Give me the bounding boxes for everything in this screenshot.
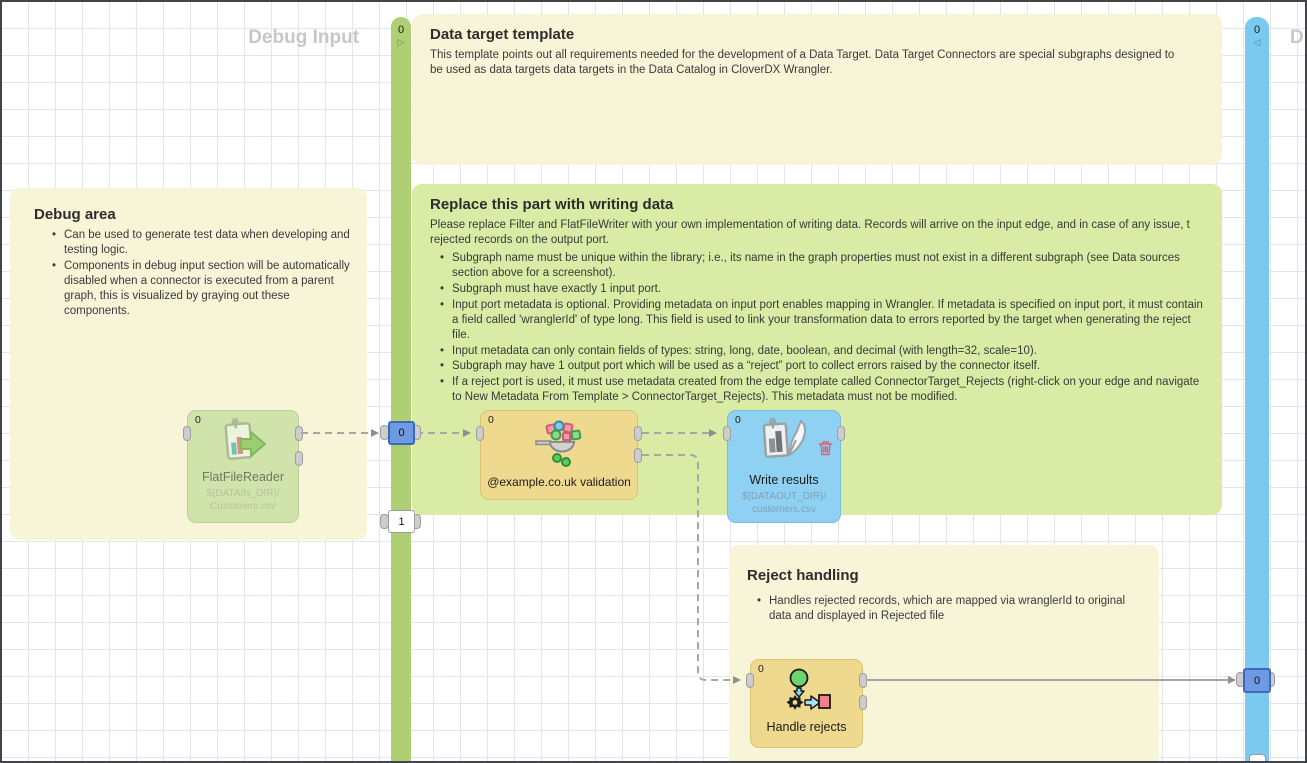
- note-bullet: • Subgraph may have 1 output port which will be used as a “reject” port to collect errors raised by the connector itself.: [452, 359, 1208, 374]
- debug-marker-icon: ▷: [397, 37, 405, 47]
- component-validation[interactable]: [480, 410, 638, 500]
- output-bar-port-partial[interactable]: [1249, 754, 1266, 763]
- record-count: 0: [735, 414, 741, 426]
- note-bullet: • Input port metadata is optional. Providing metadata on input port enables mapping in Wrangler. If metadata is specified on input port, it must contain a field called 'wranglerId' of type long. This field is used to link your transformation data to errors reported by the target when generating the reject file.: [452, 298, 1208, 343]
- component-name: @example.co.uk validation: [487, 475, 631, 489]
- note-bullet: • Subgraph name must be unique within the library; i.e., its name in the graph properties must not exist in a different subgraph (see Data sources section above for a screenshot).: [452, 251, 1208, 281]
- output-bar-record-count: 0: [1253, 24, 1261, 36]
- record-count: 0: [488, 414, 494, 426]
- file-path-line: Customers.csv: [209, 500, 277, 512]
- note-data-target-template[interactable]: [412, 14, 1222, 165]
- debug-output-zone-label: D: [1290, 27, 1304, 48]
- filter-sieve-icon: [534, 418, 584, 473]
- port-number: 0: [398, 427, 405, 439]
- file-path-line: ${DATAOUT_DIR}/: [741, 491, 827, 502]
- output-bar-port-0[interactable]: [1243, 668, 1271, 693]
- note-title: Data target template: [430, 26, 575, 43]
- input-bar-port-1[interactable]: [388, 510, 415, 533]
- output-port-tab[interactable]: [295, 426, 303, 441]
- component-name: Handle rejects: [766, 720, 847, 734]
- input-port-tab[interactable]: [723, 426, 731, 441]
- port-number: 0: [1253, 674, 1261, 687]
- input-port-tab[interactable]: [476, 426, 484, 441]
- output-port-tab[interactable]: [859, 673, 867, 688]
- note-body-line: rejected records on the output port.: [430, 233, 609, 246]
- debug-input-zone-label: Debug Input: [248, 27, 359, 48]
- note-bullet: • Can be used to generate test data when developing and testing logic.: [64, 228, 353, 258]
- input-port-tab[interactable]: [746, 673, 754, 688]
- debug-output-bar[interactable]: [1245, 17, 1269, 763]
- note-bullet: • Subgraph must have exactly 1 input port.: [452, 282, 1208, 297]
- note-title: Debug area: [34, 206, 116, 223]
- input-bar-record-count: 0: [397, 24, 405, 36]
- note-body-line: This template points out all requirements needed for the development of a Data Target. Data Target Connectors are special subgraphs designed to: [430, 49, 1175, 61]
- flat-file-reader-icon: [217, 418, 269, 473]
- component-write-results[interactable]: [727, 410, 841, 523]
- note-bullet: • Handles rejected records, which are mapped via wranglerId to original data and displayed in Rejected file: [769, 594, 1141, 624]
- file-path-line: customers.csv: [752, 503, 816, 515]
- component-flatfilereader[interactable]: [187, 410, 299, 523]
- output-port-tab[interactable]: [634, 426, 642, 441]
- subgraph-icon: [782, 667, 832, 720]
- output-port-tab[interactable]: [634, 448, 642, 463]
- input-port-tab[interactable]: [183, 426, 191, 441]
- note-bullet: • Components in debug input section will be automatically disabled when a connector is executed from a parent graph, this is visualized by graying out these components.: [64, 259, 353, 319]
- debug-input-bar[interactable]: [391, 17, 411, 763]
- delete-trash-icon[interactable]: [818, 440, 833, 461]
- record-count: 0: [195, 414, 201, 426]
- file-path-line: ${DATAIN_DIR}/: [206, 488, 280, 499]
- component-name: FlatFileReader: [202, 470, 284, 484]
- note-bullet: • If a reject port is used, it must use metadata created from the edge template called ConnectorTarget_Rejects (right-click on your edge and navigate to New Metadata From Template > ConnectorTarget_Rejects). This metadata must not be modified.: [452, 375, 1208, 405]
- output-port-tab[interactable]: [295, 451, 303, 466]
- flat-file-writer-icon: [757, 418, 811, 473]
- note-title: Replace this part with writing data: [430, 196, 674, 213]
- component-handle-rejects[interactable]: [750, 659, 863, 748]
- output-port-tab[interactable]: [859, 695, 867, 710]
- input-bar-port-0[interactable]: [388, 421, 415, 445]
- note-body-line: be used as data targets data targets in the Data Catalog in CloverDX Wrangler.: [430, 63, 833, 76]
- record-count: 0: [758, 663, 764, 675]
- component-name: Write results: [749, 473, 819, 487]
- port-number: 1: [398, 515, 405, 528]
- note-body-line: Please replace Filter and FlatFileWriter with your own implementation of writing data. Records will arrive on the input edge, and in case of any issue, t: [430, 219, 1190, 231]
- note-bullet: • Input metadata can only contain fields of types: string, long, date, boolean, and decimal (with length=32, scale=10).: [452, 344, 1208, 359]
- note-title: Reject handling: [747, 567, 859, 584]
- output-port-tab[interactable]: [837, 426, 845, 441]
- debug-marker-icon: ◁: [1253, 37, 1261, 47]
